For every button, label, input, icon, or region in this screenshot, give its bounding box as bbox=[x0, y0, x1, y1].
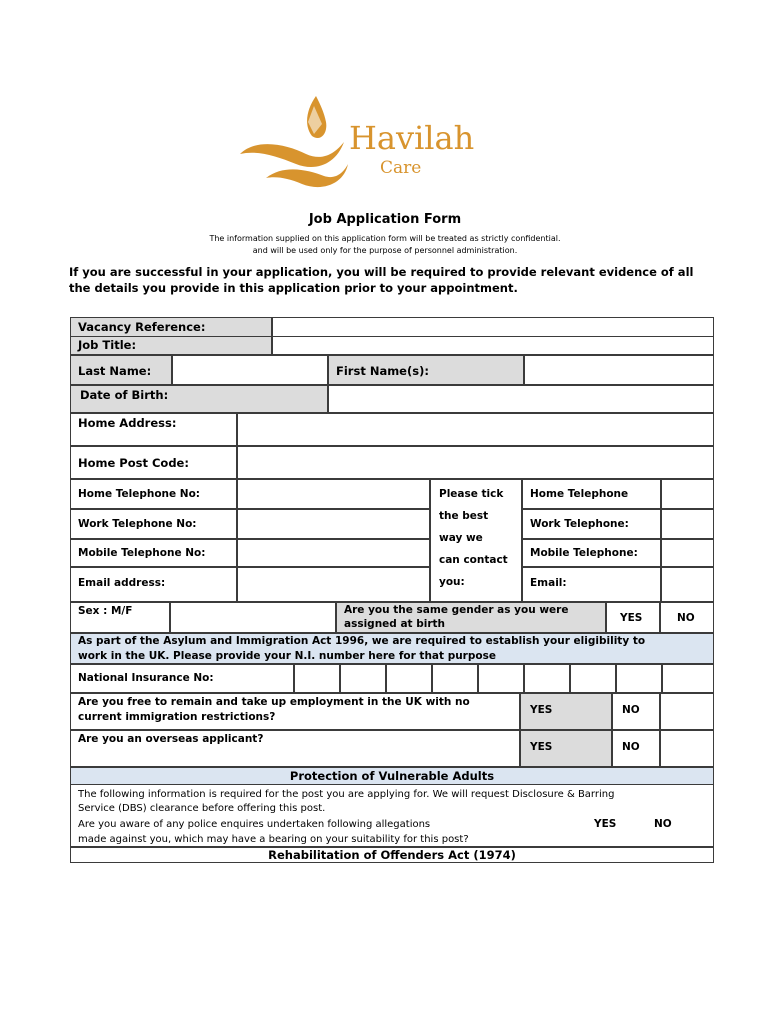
intro-line-2: the details you provide in this application prior to your appointment. bbox=[69, 281, 518, 295]
home-tel-label: Home Telephone No: bbox=[78, 488, 200, 500]
email-field[interactable] bbox=[238, 568, 429, 601]
vacancy-ref-label: Vacancy Reference: bbox=[78, 320, 206, 334]
ni-digit-box[interactable] bbox=[294, 664, 340, 693]
pva-line-2: Service (DBS) clearance before offering this post. bbox=[78, 803, 326, 814]
ni-digit-box[interactable] bbox=[386, 664, 432, 693]
ni-digit-box[interactable] bbox=[432, 664, 478, 693]
logo-subname: Care bbox=[380, 158, 422, 178]
home-address-label: Home Address: bbox=[78, 416, 177, 430]
overseas-yes-label: YES bbox=[530, 741, 553, 753]
havilah-care-logo bbox=[236, 92, 475, 192]
roa-heading: Rehabilitation of Offenders Act (1974) bbox=[268, 848, 516, 862]
opt-home-label: Home Telephone bbox=[530, 488, 629, 500]
work-tel-field[interactable] bbox=[238, 510, 429, 538]
intro-line-1: If you are successful in your application, you will be required to provide relevant evidence of all bbox=[69, 265, 694, 279]
first-names-label: First Name(s): bbox=[336, 364, 429, 378]
first-names-field[interactable] bbox=[525, 356, 713, 384]
contact-pref-line-1: Please tick bbox=[439, 488, 504, 500]
opt-work-label: Work Telephone: bbox=[530, 518, 629, 530]
vacancy-ref-field[interactable] bbox=[273, 318, 713, 336]
ni-digit-box[interactable] bbox=[340, 664, 386, 693]
sex-label: Sex : M/F bbox=[78, 605, 133, 617]
last-name-input[interactable] bbox=[172, 355, 328, 385]
home-tel-input[interactable] bbox=[237, 479, 430, 509]
free-yes-label: YES bbox=[530, 704, 553, 716]
job-title-input[interactable] bbox=[272, 336, 714, 355]
gender-question-line-1: Are you the same gender as you were bbox=[344, 604, 569, 616]
mobile-tel-field[interactable] bbox=[238, 540, 429, 566]
free-no-label: NO bbox=[622, 704, 640, 716]
pva-yes-option[interactable]: YES bbox=[594, 818, 617, 830]
work-tel-label: Work Telephone No: bbox=[78, 518, 197, 530]
opt-email-tickbox[interactable] bbox=[661, 567, 714, 602]
contact-pref-line-5: you: bbox=[439, 576, 465, 588]
ni-digit-box[interactable] bbox=[662, 664, 714, 693]
contact-pref-line-4: can contact bbox=[439, 554, 508, 566]
ni-label: National Insurance No: bbox=[78, 672, 214, 684]
post-code-input[interactable] bbox=[237, 446, 714, 479]
first-names-input[interactable] bbox=[524, 355, 714, 385]
job-title-field[interactable] bbox=[273, 337, 713, 354]
contact-pref-line-3: way we bbox=[439, 532, 483, 544]
pva-heading: Protection of Vulnerable Adults bbox=[289, 769, 495, 783]
free-blank-cell[interactable] bbox=[660, 693, 714, 730]
confidential-note-1: The information supplied on this application form will be treated as strictly confidential. bbox=[209, 234, 561, 243]
pva-no-option[interactable]: NO bbox=[654, 818, 672, 830]
vacancy-ref-input[interactable] bbox=[272, 317, 714, 337]
opt-mobile-label: Mobile Telephone: bbox=[530, 547, 638, 559]
gender-no-label: NO bbox=[677, 612, 695, 624]
work-tel-input[interactable] bbox=[237, 509, 430, 539]
immigration-notice-line-2: work in the UK. Please provide your N.I. number here for that purpose bbox=[78, 650, 496, 662]
immigration-notice-line-1: As part of the Asylum and Immigration Act 1996, we are required to establish your eligibility to bbox=[78, 635, 646, 647]
email-label: Email address: bbox=[78, 577, 166, 589]
free-to-remain-line-1: Are you free to remain and take up employment in the UK with no bbox=[78, 696, 470, 708]
form-title: Job Application Form bbox=[308, 212, 462, 227]
sex-field[interactable] bbox=[171, 603, 335, 632]
mobile-tel-label: Mobile Telephone No: bbox=[78, 547, 206, 559]
sex-input[interactable] bbox=[170, 602, 336, 633]
free-to-remain-line-2: current immigration restrictions? bbox=[78, 711, 276, 723]
last-name-field[interactable] bbox=[173, 356, 327, 384]
pva-line-1: The following information is required for the post you are applying for. We will request Disclosure & Barring bbox=[78, 789, 615, 800]
ni-digit-box[interactable] bbox=[570, 664, 616, 693]
ni-digit-box[interactable] bbox=[478, 664, 524, 693]
contact-pref-line-2: the best bbox=[439, 510, 489, 522]
post-code-label: Home Post Code: bbox=[78, 456, 189, 470]
opt-mobile-tickbox[interactable] bbox=[661, 539, 714, 567]
logo-name: Havilah bbox=[349, 119, 475, 157]
dob-field[interactable] bbox=[329, 386, 713, 412]
intro-text bbox=[69, 264, 709, 296]
ni-digit-box[interactable] bbox=[524, 664, 570, 693]
dob-label: Date of Birth: bbox=[80, 388, 169, 402]
overseas-label: Are you an overseas applicant? bbox=[78, 733, 264, 745]
home-tel-field[interactable] bbox=[238, 480, 429, 508]
pva-line-3: Are you aware of any police enquires undertaken following allegations bbox=[78, 819, 431, 830]
gender-question-line-2: assigned at birth bbox=[344, 618, 446, 630]
pva-line-4: made against you, which may have a bearing on your suitability for this post? bbox=[78, 834, 469, 845]
email-input[interactable] bbox=[237, 567, 430, 602]
opt-email-label: Email: bbox=[530, 577, 567, 589]
overseas-no-label: NO bbox=[622, 741, 640, 753]
gender-yes-label: YES bbox=[620, 612, 643, 624]
home-address-input[interactable] bbox=[237, 413, 714, 446]
ni-digit-box[interactable] bbox=[616, 664, 662, 693]
last-name-label: Last Name: bbox=[78, 364, 152, 378]
dob-input[interactable] bbox=[328, 385, 714, 413]
post-code-field[interactable] bbox=[238, 447, 713, 478]
job-title-label: Job Title: bbox=[78, 338, 137, 352]
opt-home-tickbox[interactable] bbox=[661, 479, 714, 509]
overseas-blank-cell[interactable] bbox=[660, 730, 714, 767]
confidential-note-2: and will be used only for the purpose of personnel administration. bbox=[252, 246, 518, 255]
opt-work-tickbox[interactable] bbox=[661, 509, 714, 539]
mobile-tel-input[interactable] bbox=[237, 539, 430, 567]
home-address-field[interactable] bbox=[238, 414, 713, 445]
